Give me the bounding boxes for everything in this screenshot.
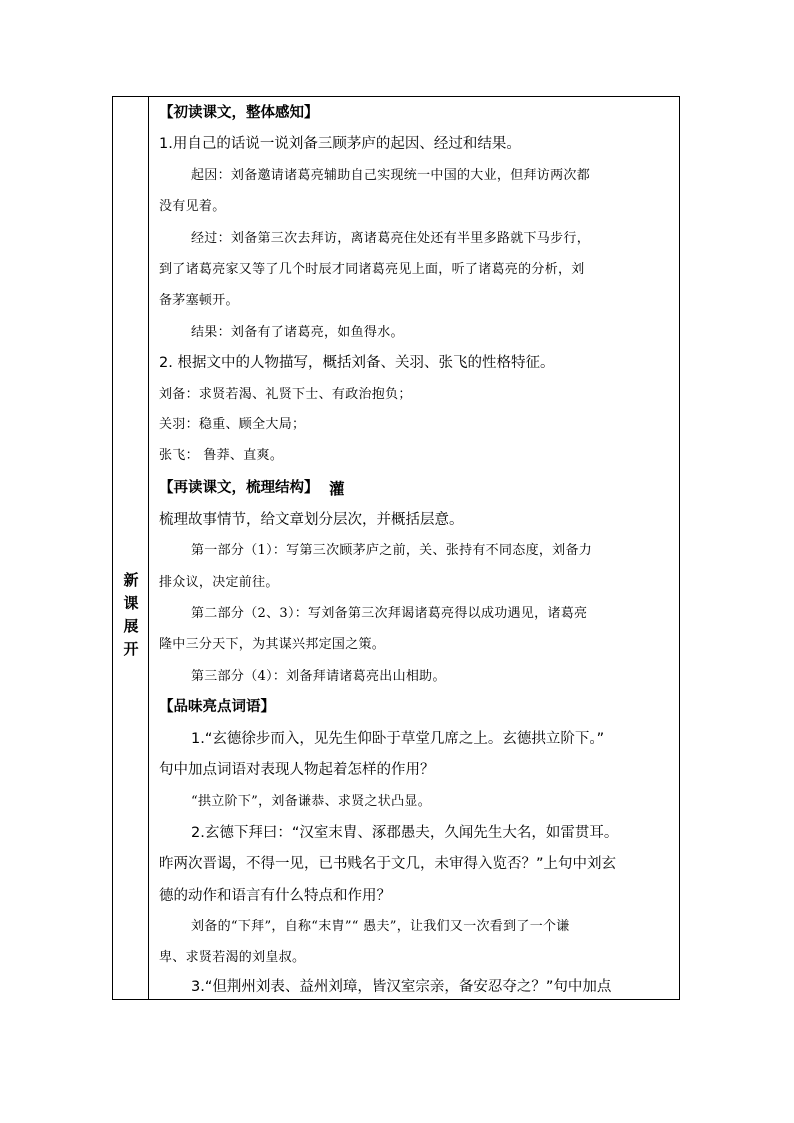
- answer-cause-line2: 没有见着。: [159, 199, 226, 214]
- heading-second-reading: 【再读课文，梳理结构】: [159, 480, 319, 496]
- answer-result: 结果：刘备有了诸葛亮，如鱼得水。: [191, 325, 404, 340]
- word-question-2-line3: 德的动作和语言有什么特点和作用？: [159, 888, 391, 904]
- lesson-table: [112, 96, 680, 1000]
- part-1-line1: 第一部分（1）：写第三次顾茅庐之前，关、张持有不同态度，刘备力: [191, 543, 593, 558]
- section-label-char: 新: [123, 571, 139, 589]
- part-2-line2: 隆中三分天下，为其谋兴邦定国之策。: [159, 637, 386, 652]
- section-label-char: 展: [123, 617, 139, 635]
- word-answer-2-line1: 刘备的“下拜”，自称“末胄”“ 愚夫”，让我们又一次看到了一个谦: [191, 919, 570, 934]
- part-1-line2: 排众议，决定前往。: [159, 575, 279, 590]
- question-2: 2. 根据文中的人物描写，概括刘备、关羽、张飞的性格特征。: [159, 355, 555, 371]
- answer-cause-line1: 起因：刘备邀请诸葛亮辅助自己实现统一中国的大业，但拜访两次都: [191, 168, 591, 183]
- answer-process-line1: 经过：刘备第三次去拜访，离诸葛亮住处还有半里多路就下马步行，: [191, 231, 591, 246]
- word-question-2-line2: 昨两次晋谒，不得一见，已书贱名于文几，未审得入览否？”上句中刘玄: [159, 856, 617, 872]
- heading-word-appreciation: 【品味亮点词语】: [159, 699, 275, 715]
- answer-zhangfei: 张飞： 鲁莽、直爽。: [159, 448, 284, 463]
- answer-liubei: 刘备：求贤若渴、礼贤下士、有政治抱负；: [159, 387, 412, 402]
- section-label-char: 课: [123, 594, 139, 612]
- answer-guanyu: 关羽：稳重、顾全大局；: [159, 417, 306, 432]
- answer-process-line3: 备茅塞顿开。: [159, 293, 239, 308]
- word-question-2-line1: 2.玄德下拜曰：“汉室末胄、涿郡愚夫，久闻先生大名，如雷贯耳。: [191, 825, 619, 841]
- structure-instruction: 梳理故事情节，给文章划分层次，并概括层意。: [159, 512, 464, 528]
- section-label-char: 开: [123, 640, 139, 658]
- stray-character: 灌: [329, 480, 345, 498]
- section-label-cell: [113, 97, 149, 999]
- word-question-1-line2: 句中加点词语对表现人物起着怎样的作用？: [159, 762, 435, 778]
- part-3: 第三部分（4）：刘备拜请诸葛亮出山相助。: [191, 669, 446, 684]
- word-question-1-line1: 1.“玄德徐步而入，见先生仰卧于草堂几席之上。玄德拱立阶下。”: [191, 731, 605, 747]
- section-label: [113, 569, 149, 661]
- word-answer-2-line2: 卑、求贤若渴的刘皇叔。: [159, 950, 306, 965]
- heading-first-reading: 【初读课文，整体感知】: [159, 105, 319, 121]
- word-question-3-line1: 3.“但荆州刘表、益州刘璋，皆汉室宗亲，备安忍夺之？”句中加点: [191, 979, 612, 995]
- part-2-line1: 第二部分（2、3）：写刘备第三次拜谒诸葛亮得以成功遇见，诸葛亮: [191, 606, 588, 621]
- question-1: 1.用自己的话说一说刘备三顾茅庐的起因、经过和结果。: [159, 136, 521, 152]
- content-cell: [149, 97, 679, 999]
- answer-process-line2: 到了诸葛亮家又等了几个时辰才同诸葛亮见上面，听了诸葛亮的分析，刘: [159, 262, 585, 277]
- word-answer-1: “拱立阶下”，刘备谦恭、求贤之状凸显。: [191, 794, 431, 809]
